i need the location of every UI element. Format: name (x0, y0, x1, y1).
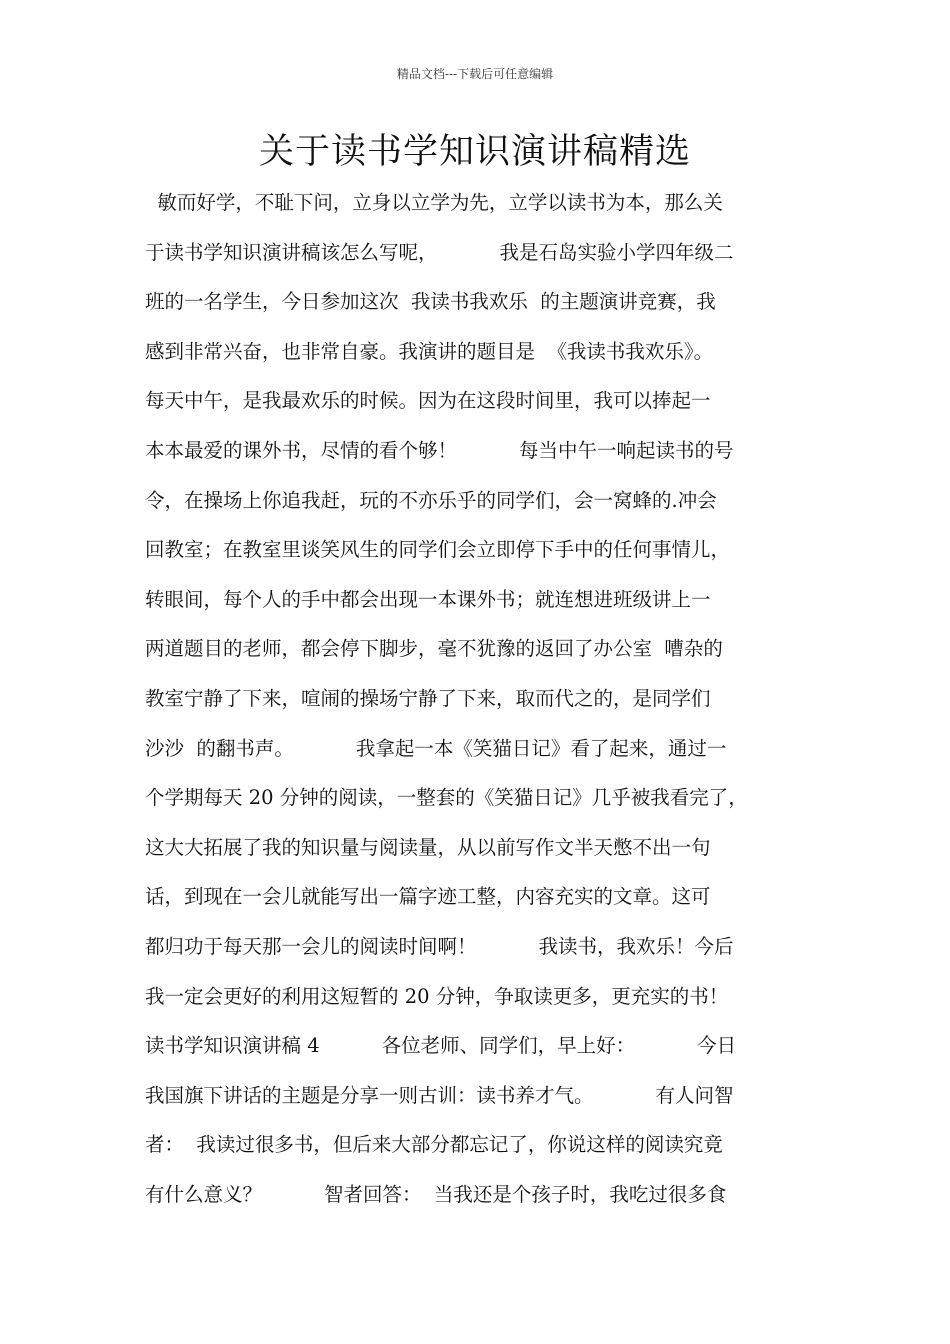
body-line: 读书学知识演讲稿 4 各位老师、同学们，早上好： 今日 (145, 1034, 737, 1058)
body-line: 班的一名学生，今日参加这次 我读书我欢乐 的主题演讲竞赛，我 (145, 290, 716, 314)
document-body (145, 178, 825, 1219)
body-line: 感到非常兴奋，也非常自豪。我演讲的题目是 《我读书我欢乐》。 (145, 339, 714, 363)
body-line: 话，到现在一会儿就能写出一篇字迹工整，内容充实的文章。这可 (145, 885, 711, 909)
body-line: 令，在操场上你追我赶，玩的不亦乐乎的同学们，会一窝蜂的.冲会 (145, 488, 717, 512)
body-line: 每天中午，是我最欢乐的时候。因为在这段时间里，我可以捧起一 (145, 389, 711, 413)
body-line: 于读书学知识演讲稿该怎么写呢， 我是石岛实验小学四年级二 (145, 240, 734, 264)
document-title: 关于读书学知识演讲稿精选 (258, 132, 691, 172)
body-line: 回教室；在教室里谈笑风生的同学们会立即停下手中的任何事情儿， (145, 538, 731, 562)
body-line: 都归功于每天那一会儿的阅读时间啊！ 我读书，我欢乐！今后 (145, 934, 734, 958)
body-line: 有什么意义？ 智者回答： 当我还是个孩子时，我吃过很多食 (145, 1182, 727, 1206)
body-line: 两道题目的老师，都会停下脚步，毫不犹豫的返回了办公室 嘈杂的 (145, 637, 723, 661)
body-line: 我国旗下讲话的主题是分享一则古训：读书养才气。 有人问智 (145, 1083, 734, 1107)
body-line: 这大大拓展了我的知识量与阅读量，从以前写作文半天憋不出一句 (145, 835, 711, 859)
body-line: 敏而好学，不耻下问，立身以立学为先，立学以读书为本，那么关 (145, 191, 723, 214)
body-line: 个学期每天 20 分钟的阅读，一整套的《笑猫日记》几乎被我看完了， (145, 786, 748, 810)
body-line: 转眼间，每个人的手中都会出现一本课外书；就连想进班级讲上一 (145, 587, 711, 611)
body-line: 沙沙 的翻书声。 我拿起一本《笑猫日记》看了起来，通过一 (145, 736, 727, 760)
page-header: 精品文档---下载后可任意编辑 (396, 67, 554, 81)
body-line: 者： 我读过很多书，但后来大部分都忘记了，你说这样的阅读究竟 (145, 1133, 723, 1157)
body-line: 我一定会更好的利用这短暂的 20 分钟，争取读更多，更充实的书！ (145, 984, 729, 1008)
body-line: 教室宁静了下来，喧闹的操场宁静了下来，取而代之的，是同学们 (145, 686, 711, 710)
body-line: 本本最爱的课外书，尽情的看个够！ 每当中午一响起读书的号 (145, 438, 734, 462)
